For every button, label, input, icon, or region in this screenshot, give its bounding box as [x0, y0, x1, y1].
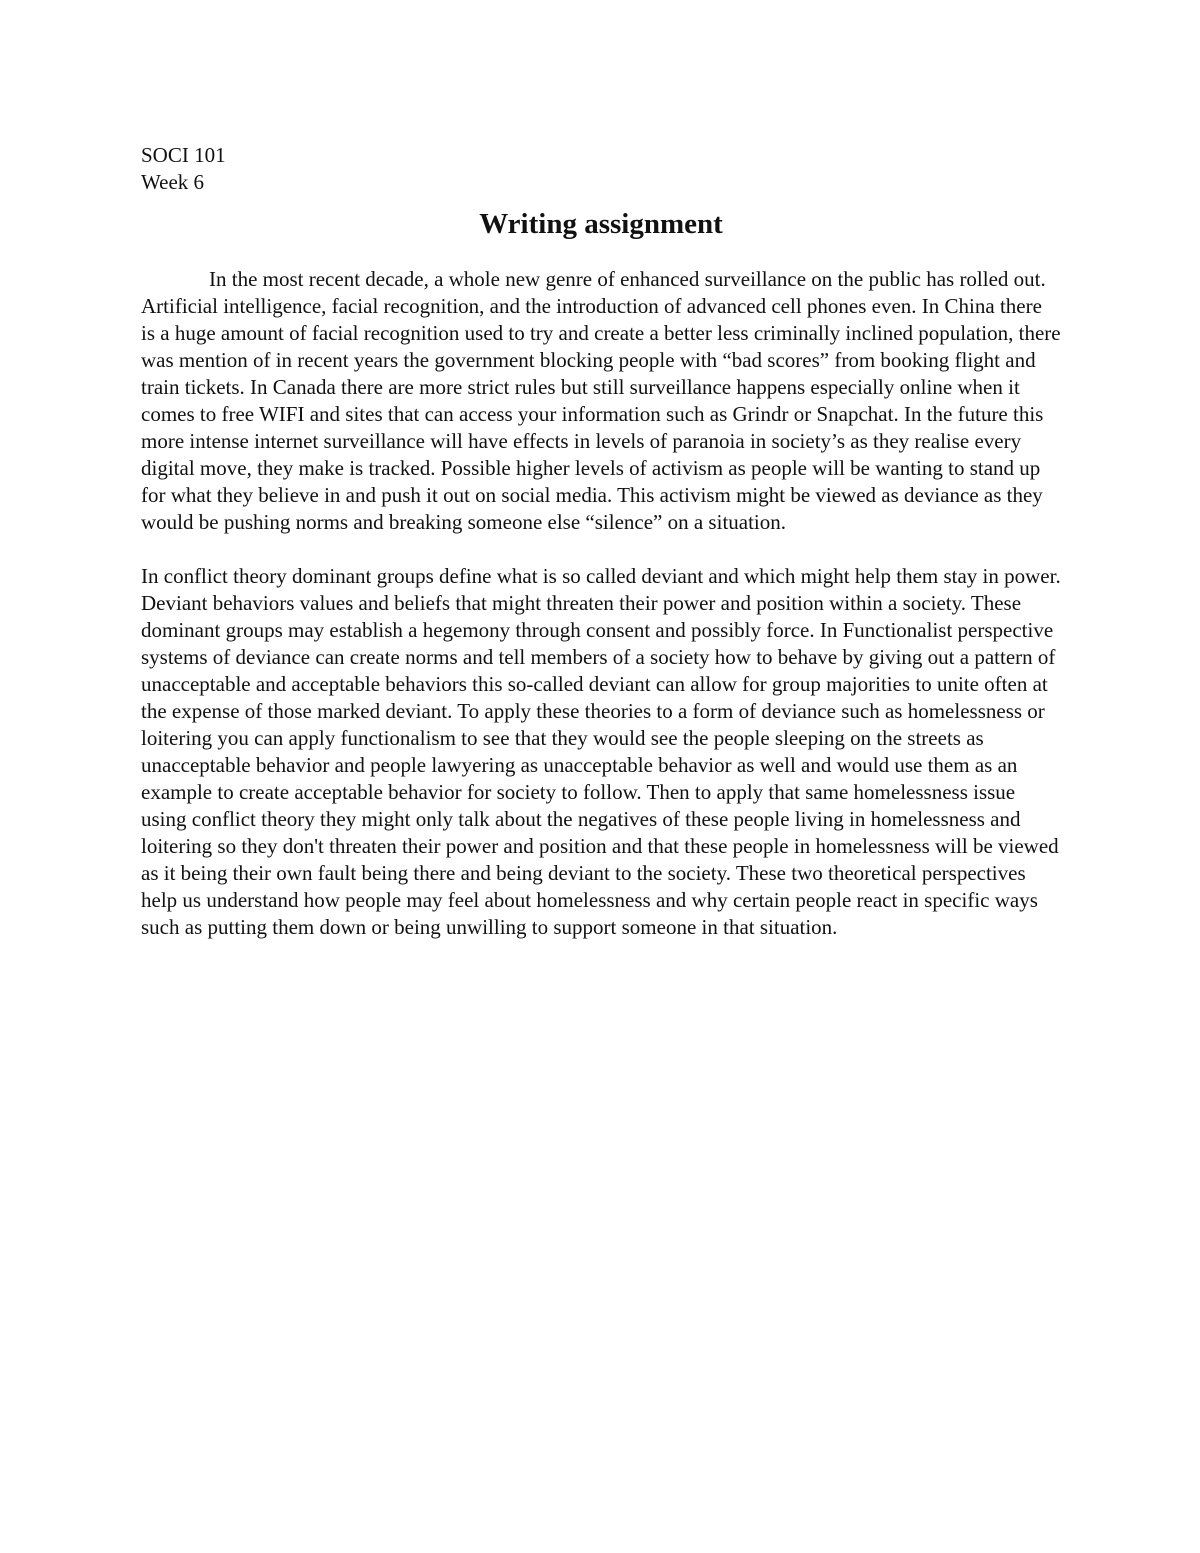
week-label: Week 6 [141, 170, 205, 194]
page-title: Writing assignment [479, 208, 723, 240]
course-code: SOCI 101 [141, 143, 226, 167]
paragraph-1: In the most recent decade, a whole new genre of enhanced surveillance on the public has rolled out. Artificial intelligence, facial recognition, and the introduction of advanced cell phones even. In China there is a huge amount of facial recognition used to try and create a better less criminally inclined population, there was mention of in recent years the government blocking people with “bad scores” from booking flight and train tickets. In Canada there are more strict rules but still surveillance happens especially online when it comes to free WIFI and sites that can access your information such as Grindr or Snapchat. In the future this more intense internet surveillance will have effects in levels of paranoia in society’s as they realise every digital move, they make is tracked. Possible higher levels of activism as people will be wanting to stand up for what they believe in and push it out on social media. This activism might be viewed as deviance as they would be pushing norms and breaking someone else “silence” on a situation. [141, 267, 1061, 534]
document-content [141, 142, 1061, 941]
paragraph-2: In conflict theory dominant groups define what is so called deviant and which might help them stay in power. Deviant behaviors values and beliefs that might threaten their power and position within a society. These dominant groups may establish a hegemony through consent and possibly force. In Functionalist perspective systems of deviance can create norms and tell members of a society how to behave by giving out a pattern of unacceptable and acceptable behaviors this so-called deviant can allow for group majorities to unite often at the expense of those marked deviant. To apply these theories to a form of deviance such as homelessness or loitering you can apply functionalism to see that they would see the people sleeping on the streets as unacceptable behavior and people lawyering as unacceptable behavior as well and would use them as an example to create acceptable behavior for society to follow. Then to apply that same homelessness issue using conflict theory they might only talk about the negatives of these people living in homelessness and loitering so they don't threaten their power and position and that these people in homelessness will be viewed as it being their own fault being there and being deviant to the society. These two theoretical perspectives help us understand how people may feel about homelessness and why certain people react in specific ways such as putting them down or being unwilling to support someone in that situation. [141, 564, 1061, 939]
